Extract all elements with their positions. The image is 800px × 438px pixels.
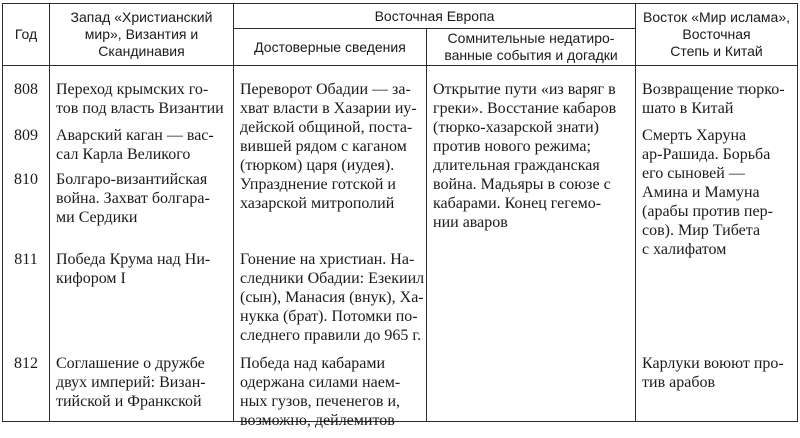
- west-entry-811: Победа Крума над Ни- кифором I: [56, 251, 211, 287]
- reliable-entry-811: Гонение на христиан. На- следники Обадии: Езекиил (сын), Манасия (внук), Ха- нукка (брат). Потомки по- следнего правили до 965 г.: [240, 251, 425, 344]
- year-column: [3, 66, 50, 422]
- header-east: Восток «Мир ислама», Восточная Степь и Китай: [636, 4, 798, 66]
- year-812: 812: [14, 355, 38, 372]
- reliable-entry-808: Переворот Обадии — за- хват власти в Хазарии иу- дейской общиной, поста- вившей рядом с каганом (тюрком) царя (иудея). Упразднение готской и хазарской митрополий: [240, 81, 417, 212]
- east-entry-812: Карлуки воюют про- тив арабов: [642, 355, 784, 391]
- east-entry-809: Смерть Харуна ар-Рашида. Борьба его сыновей — Амина и Мамуна (арабы против пер- сов). Мир Тибета с халифатом: [642, 127, 773, 258]
- chronology-table: [2, 3, 798, 429]
- header-reliable: Достоверные сведения: [234, 29, 427, 66]
- east-entry-808: Возвращение тюрко- шато в Китай: [642, 81, 785, 117]
- reliable-column: [234, 66, 427, 429]
- east-column: [636, 66, 798, 422]
- header-doubtful: Сомнительные недатиро- ванные события и догадки: [427, 29, 636, 66]
- year-810: 810: [14, 171, 38, 188]
- header-year: Год: [3, 4, 50, 66]
- doubtful-entry: Открытие пути «из варяг в греки». Восстание кабаров (тюрко-хазарской знати) против нового режима; длительная гражданская война. Мадьяры в союзе с кабарами. Конец гегемо- нии аваров: [433, 81, 617, 231]
- year-808: 808: [14, 81, 38, 98]
- header-west: Запад «Христианский мир», Византия и Скандинавия: [50, 4, 234, 66]
- year-811: 811: [14, 251, 38, 268]
- west-column: [50, 66, 234, 422]
- west-entry-812: Соглашение о дружбе двух империй: Визан- тийской и Франкской: [56, 355, 206, 410]
- west-entry-808: Переход крымских го- тов под власть Византии: [56, 81, 224, 117]
- header-east-europe: Восточная Европа: [234, 4, 636, 29]
- west-entry-810: Болгаро-византийская война. Захват болгара- ми Сердики: [56, 171, 210, 226]
- west-entry-809: Аварский каган — вас- сал Карла Великого: [56, 127, 214, 163]
- reliable-entry-812: Победа над кабарами одержана силами наем- ных гузов, печенегов и, возможно, дейлемитов: [240, 355, 401, 429]
- doubtful-column: [427, 66, 636, 422]
- year-809: 809: [14, 127, 38, 144]
